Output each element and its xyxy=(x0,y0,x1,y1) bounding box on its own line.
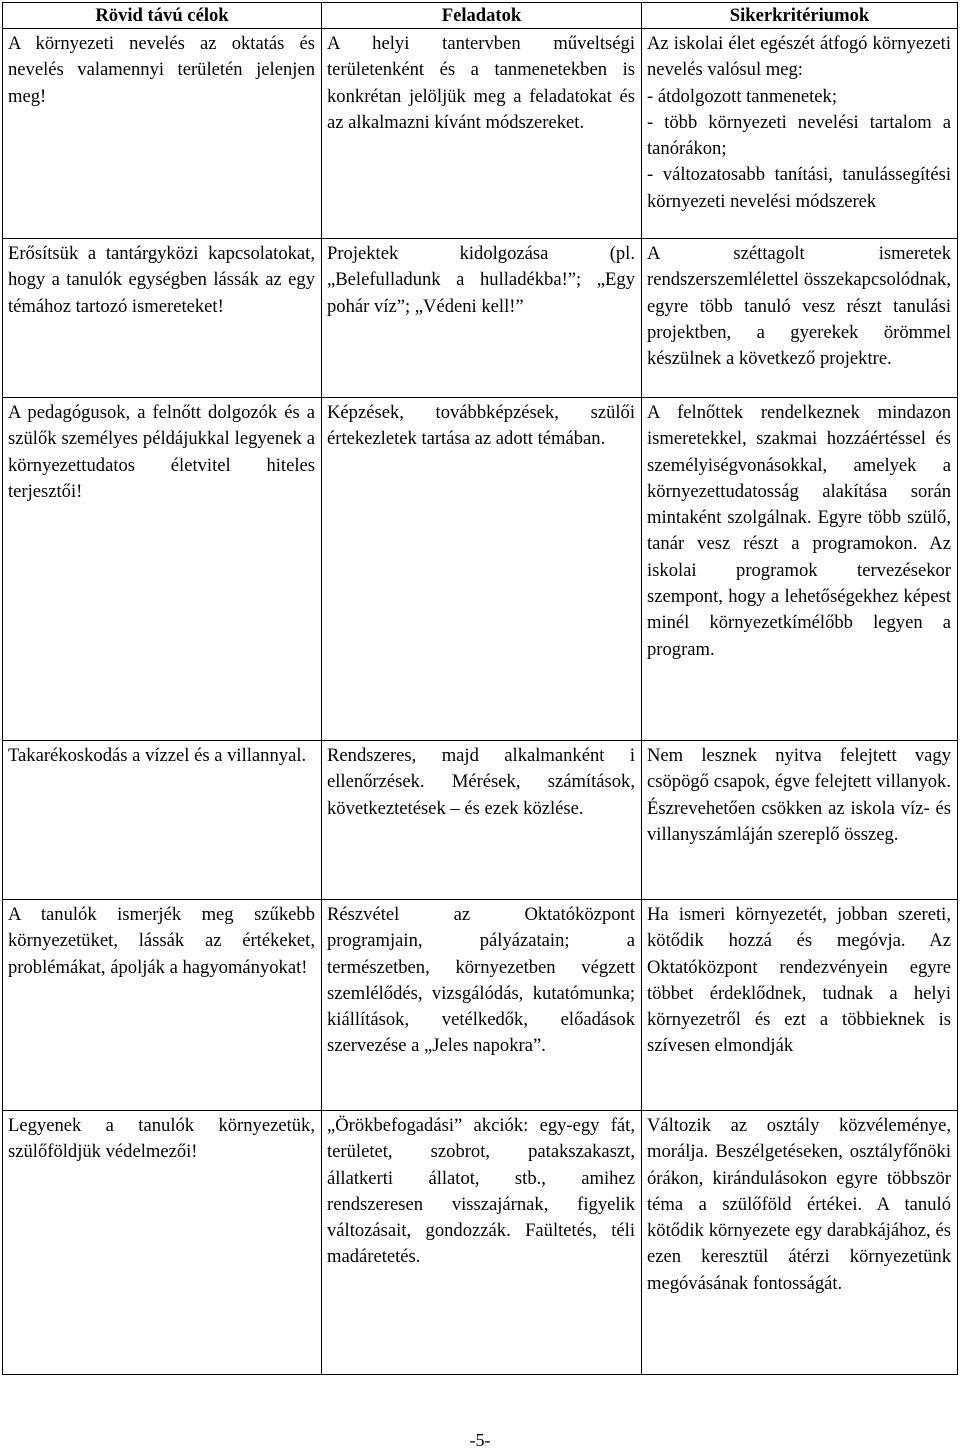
criteria-cell xyxy=(642,398,958,741)
table-row xyxy=(3,239,958,398)
criteria-line: Az iskolai élet egészét átfogó környezeti nevelés valósul meg: xyxy=(647,33,951,81)
goal-cell: A környezeti nevelés az oktatás és nevelés valamennyi területén jelenjen meg! xyxy=(3,29,322,239)
goal-cell: Erősítsük a tantárgyközi kapcsolatokat, hogy a tanulók egységben lássák az egy témához tartozó ismereteket! xyxy=(3,239,322,398)
criteria-cell xyxy=(642,239,958,398)
criteria-line: Nem lesznek nyitva felejtett vagy csöpögő csapok, égve felejtett villanyok. Észrevehetően csökken az iskola víz- és villanyszámláján szereplő összeg. xyxy=(647,745,951,845)
criteria-line: Változik az osztály közvéleménye, morálja. Beszélgetéseken, osztályfőnöki órákon, kirándulásokon egyre többször téma a szülőföld értékei. A tanuló kötődik környezete egy darabkájához, és ezen keresztül átérzi környezetünk megóvásának fontosságát. xyxy=(647,1115,951,1294)
task-cell: „Örökbefogadási” akciók: egy-egy fát, területet, szobrot, patakszakaszt, állatkerti állatot, stb., amihez rendszeresen visszajárnak, figyelik változásait, gondozzák. Faültetés, téli madáretetés. xyxy=(322,1111,642,1375)
criteria-cell xyxy=(642,1111,958,1375)
criteria-cell xyxy=(642,741,958,900)
criteria-line: - több környezeti nevelési tartalom a tanórákon; xyxy=(647,111,951,160)
header-success-criteria: Sikerkritériumok xyxy=(642,3,958,29)
goal-cell: Legyenek a tanulók környezetük, szülőföldjük védelmezői! xyxy=(3,1111,322,1375)
criteria-line: A széttagolt ismeretek rendszerszemlélettel összekapcsolódnak, egyre több tanuló vesz részt tanulási projektben, a gyerekek örömmel készülnek a következő projektre. xyxy=(647,243,951,370)
goal-cell: A tanulók ismerjék meg szűkebb környezetüket, lássák az értékeket, problémákat, ápolják a hagyományokat! xyxy=(3,900,322,1111)
page-number: -5- xyxy=(469,1430,491,1450)
criteria-line: - változatosabb tanítási, tanulássegítési környezeti nevelési módszerek xyxy=(647,164,951,212)
criteria-cell xyxy=(642,29,958,239)
goals-table xyxy=(2,2,958,1375)
table-row xyxy=(3,29,958,239)
header-short-term-goals: Rövid távú célok xyxy=(3,3,322,29)
table-row xyxy=(3,900,958,1111)
task-cell: Projektek kidolgozása (pl. „Belefulladunk a hulladékba!”; „Egy pohár víz”; „Védeni kell!” xyxy=(322,239,642,398)
goal-cell: A pedagógusok, a felnőtt dolgozók és a szülők személyes példájukkal legyenek a környezettudatos életvitel hiteles terjesztői! xyxy=(3,398,322,741)
table-header-row xyxy=(3,3,958,29)
criteria-line: - átdolgozott tanmenetek; xyxy=(647,85,838,107)
task-cell: Részvétel az Oktatóközpont programjain, pályázatain; a természetben, környezetben végzett szemlélődés, vizsgálódás, kutatómunka; kiállítások, vetélkedők, előadások szervezése a „Jeles napokra”. xyxy=(322,900,642,1111)
table-row xyxy=(3,741,958,900)
criteria-cell xyxy=(642,900,958,1111)
header-tasks: Feladatok xyxy=(322,3,642,29)
table-row xyxy=(3,1111,958,1375)
criteria-line: A felnőttek rendelkeznek mindazon ismeretekkel, szakmai hozzáértéssel és személyiségvonásokkal, amelyek a környezettudatosság alakítása során mintaként szolgálnak. Egyre több szülő, tanár vesz részt a programokon. Az iskolai programok tervezésekor szempont, hogy a lehetőségekhez képest minél környezetkímélőbb legyen a program. xyxy=(647,402,951,660)
goal-cell: Takarékoskodás a vízzel és a villannyal. xyxy=(3,741,322,900)
table-row xyxy=(3,398,958,741)
task-cell: Rendszeres, majd alkalmanként i ellenőrzések. Mérések, számítások, következtetések – és ezek közlése. xyxy=(322,741,642,900)
task-cell: A helyi tantervben műveltségi területenként és a tanmenetekben is konkrétan jelöljük meg a feladatokat és az alkalmazni kívánt módszereket. xyxy=(322,29,642,239)
task-cell: Képzések, továbbképzések, szülői értekezletek tartása az adott témában. xyxy=(322,398,642,741)
criteria-line: Ha ismeri környezetét, jobban szereti, kötődik hozzá és megóvja. Az Oktatóközpont rendezvényein egyre többet érdeklődnek, tudnak a helyi környezetről és ezt a többieknek is szívesen elmondják xyxy=(647,904,951,1057)
